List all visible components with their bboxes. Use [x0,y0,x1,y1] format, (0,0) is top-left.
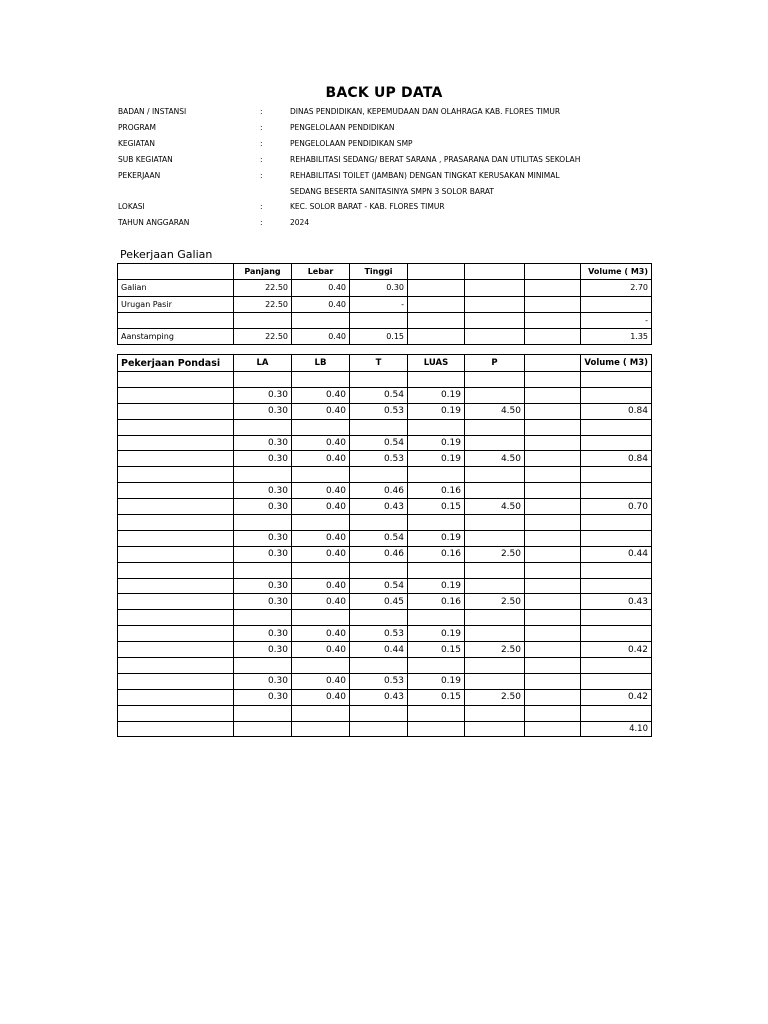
value-cell [525,312,581,328]
table-row [118,673,652,689]
value-cell [118,546,234,562]
value-cell: 0.15 [408,689,465,705]
value-cell [408,562,465,578]
info-sep: : [260,202,263,212]
value-cell [350,610,408,626]
value-cell: 4.50 [465,451,525,467]
value-cell [118,578,234,594]
header-cell: T [350,355,408,372]
table-row [118,562,652,578]
value-cell: 0.19 [408,403,465,419]
value-cell: 0.30 [234,387,292,403]
table-row [118,642,652,658]
value-cell: 0.30 [234,578,292,594]
value-cell: 0.40 [292,387,350,403]
value-cell [234,705,292,721]
info-sep: : [260,218,263,228]
value-cell [408,467,465,483]
value-cell: 4.50 [465,499,525,515]
table-row [118,387,652,403]
value-cell: 0.40 [292,689,350,705]
table-row [118,483,652,499]
value-cell: 0.30 [234,642,292,658]
value-cell [525,689,581,705]
value-cell [118,372,234,388]
value-cell [118,530,234,546]
value-cell [525,530,581,546]
document-title: BACK UP DATA [325,85,443,101]
info-label: PEKERJAAN [118,170,161,180]
pondasi-table [117,354,652,737]
value-cell: 0.40 [292,626,350,642]
value-cell [292,419,350,435]
value-cell: 0.40 [292,530,350,546]
value-cell: 0.19 [408,578,465,594]
value-cell: 0.19 [408,435,465,451]
info-sep: : [260,154,263,164]
header-cell: Volume ( M3) [581,264,652,280]
table-row [118,578,652,594]
value-cell [525,435,581,451]
header-cell: LB [292,355,350,372]
info-label: SUB KEGIATAN [118,154,173,164]
value-cell: 0.30 [234,594,292,610]
info-row [118,168,638,184]
value-cell: 0.43 [350,689,408,705]
value-cell [581,419,652,435]
value-cell [408,705,465,721]
value-cell: 0.30 [234,435,292,451]
value-cell [118,658,234,674]
value-cell [118,642,234,658]
value-cell: 0.30 [350,280,408,296]
value-cell: 2.70 [581,280,652,296]
value-cell [465,515,525,531]
value-cell [581,515,652,531]
value-cell: 0.16 [408,546,465,562]
row-label-cell: Galian [118,280,234,296]
header-cell: LUAS [408,355,465,372]
value-cell [234,467,292,483]
value-cell [408,515,465,531]
value-cell: 0.40 [292,578,350,594]
value-cell [525,658,581,674]
value-cell [465,372,525,388]
table-row [118,515,652,531]
value-cell: 22.50 [234,296,292,312]
value-cell [581,296,652,312]
value-cell: 0.40 [292,594,350,610]
value-cell [118,403,234,419]
value-cell: 0.40 [292,451,350,467]
value-cell [118,419,234,435]
value-cell [118,435,234,451]
table-row [118,594,652,610]
info-value: 2024 [290,218,310,228]
value-cell [525,451,581,467]
value-cell [581,562,652,578]
value-cell: 0.84 [581,403,652,419]
table-row [118,403,652,419]
table-row [118,546,652,562]
value-cell [525,562,581,578]
value-cell [581,705,652,721]
value-cell [465,280,525,296]
value-cell [465,419,525,435]
value-cell [408,296,465,312]
value-cell: 0.30 [234,451,292,467]
value-cell: 0.40 [292,499,350,515]
value-cell [408,419,465,435]
value-cell [292,705,350,721]
value-cell [525,578,581,594]
value-cell [350,372,408,388]
value-cell [581,610,652,626]
info-label: PROGRAM [118,122,156,132]
info-label: KEGIATAN [118,138,155,148]
info-row [118,199,638,215]
header-cell: Lebar [292,264,350,280]
value-cell [234,419,292,435]
value-cell: 0.53 [350,673,408,689]
value-cell [581,372,652,388]
value-cell [408,658,465,674]
value-cell: 0.15 [350,329,408,345]
value-cell [525,594,581,610]
value-cell [118,594,234,610]
value-cell [118,515,234,531]
info-sep: : [260,122,263,132]
row-label-cell: Urugan Pasir [118,296,234,312]
row-label-cell [118,312,234,328]
table-row [118,280,652,296]
value-cell [234,312,292,328]
value-cell [408,372,465,388]
value-cell [118,626,234,642]
value-cell [465,530,525,546]
info-sep: : [260,170,263,180]
value-cell [525,387,581,403]
value-cell: 2.50 [465,546,525,562]
value-cell: 0.70 [581,499,652,515]
table-header-row [118,355,652,372]
value-cell [118,705,234,721]
value-cell [234,515,292,531]
value-cell [408,312,465,328]
value-cell [581,483,652,499]
value-cell [118,467,234,483]
header-cell: Tinggi [350,264,408,280]
value-cell [292,372,350,388]
header-cell [118,264,234,280]
info-value: SEDANG BESERTA SANITASINYA SMPN 3 SOLOR BARAT [290,186,495,196]
value-cell [465,562,525,578]
info-value: REHABILITASI TOILET (JAMBAN) DENGAN TINGKAT KERUSAKAN MINIMAL [290,170,560,180]
value-cell [408,721,465,737]
value-cell [525,329,581,345]
value-cell: 0.19 [408,387,465,403]
table-row [118,530,652,546]
value-cell [525,626,581,642]
value-cell [465,721,525,737]
value-cell [465,626,525,642]
value-cell [350,467,408,483]
table-row [118,296,652,312]
value-cell [525,705,581,721]
value-cell: 0.15 [408,642,465,658]
header-cell: P [465,355,525,372]
value-cell [525,296,581,312]
value-cell [525,372,581,388]
value-cell: 0.30 [234,689,292,705]
value-cell: 4.50 [465,403,525,419]
info-value: REHABILITASI SEDANG/ BERAT SARANA , PRASARANA DAN UTILITAS SEKOLAH [290,154,581,164]
value-cell: 0.45 [350,594,408,610]
galian-table [117,263,652,345]
value-cell: 0.40 [292,642,350,658]
info-value: KEC. SOLOR BARAT - KAB. FLORES TIMUR [290,202,445,212]
header-cell [408,264,465,280]
value-cell [465,578,525,594]
value-cell: 0.43 [581,594,652,610]
value-cell [408,280,465,296]
value-cell: 0.40 [292,546,350,562]
value-cell: 0.19 [408,451,465,467]
value-cell [234,562,292,578]
value-cell [525,467,581,483]
row-label-cell: Aanstamping [118,329,234,345]
value-cell [525,546,581,562]
value-cell [465,483,525,499]
value-cell: 0.19 [408,530,465,546]
value-cell: 0.30 [234,626,292,642]
value-cell: 0.84 [581,451,652,467]
value-cell [118,673,234,689]
info-value: PENGELOLAAN PENDIDIKAN [290,122,395,132]
value-cell: 0.53 [350,451,408,467]
info-value: DINAS PENDIDIKAN, KEPEMUDAAN DAN OLAHRAGA KAB. FLORES TIMUR [290,107,561,116]
info-label: BADAN / INSTANSI [118,107,187,116]
value-cell: 0.42 [581,642,652,658]
value-cell [465,329,525,345]
value-cell: 0.53 [350,403,408,419]
info-row [118,184,638,200]
value-cell: - [581,312,652,328]
value-cell [581,673,652,689]
info-sep: : [260,107,263,116]
value-cell [581,658,652,674]
value-cell [465,296,525,312]
value-cell: 0.54 [350,435,408,451]
value-cell: 0.16 [408,483,465,499]
header-cell: Panjang [234,264,292,280]
table-row [118,658,652,674]
info-row [118,152,638,168]
value-cell [350,705,408,721]
info-label: LOKASI [118,202,145,212]
table-row [118,451,652,467]
value-cell [581,626,652,642]
value-cell [465,435,525,451]
value-cell [408,329,465,345]
value-cell: 0.46 [350,546,408,562]
value-cell [350,515,408,531]
value-cell: 0.40 [292,403,350,419]
value-cell [118,610,234,626]
value-cell [465,312,525,328]
value-cell [118,483,234,499]
value-cell [525,515,581,531]
value-cell: 0.16 [408,594,465,610]
project-info [118,104,638,231]
value-cell: 22.50 [234,329,292,345]
value-cell [118,387,234,403]
info-row [118,120,638,136]
value-cell [350,419,408,435]
value-cell [581,530,652,546]
table-row [118,689,652,705]
total-row [118,721,652,737]
value-cell [525,721,581,737]
value-cell: 0.44 [581,546,652,562]
value-cell: - [350,296,408,312]
table-row [118,626,652,642]
value-cell: 22.50 [234,280,292,296]
value-cell [234,372,292,388]
value-cell [350,562,408,578]
table-row [118,372,652,388]
value-cell [118,721,234,737]
value-cell: 0.30 [234,403,292,419]
value-cell: 2.50 [465,689,525,705]
value-cell [350,658,408,674]
header-cell [465,264,525,280]
table-row [118,705,652,721]
value-cell [350,312,408,328]
value-cell [292,515,350,531]
value-cell: 0.19 [408,626,465,642]
value-cell: 0.40 [292,483,350,499]
value-cell: 0.42 [581,689,652,705]
value-cell [465,705,525,721]
value-cell: 0.30 [234,530,292,546]
value-cell [465,658,525,674]
header-cell: Volume ( M3) [581,355,652,372]
value-cell [292,467,350,483]
value-cell: 0.30 [234,546,292,562]
value-cell: 0.30 [234,499,292,515]
value-cell [292,610,350,626]
table-row [118,419,652,435]
info-row [118,104,638,120]
header-cell: Pekerjaan Pondasi [118,355,234,372]
info-label: TAHUN ANGGARAN [118,218,190,228]
value-cell [581,578,652,594]
value-cell [525,499,581,515]
value-cell: 2.50 [465,594,525,610]
value-cell: 0.54 [350,578,408,594]
value-cell: 0.30 [234,673,292,689]
value-cell [581,467,652,483]
info-sep [260,184,290,200]
value-cell [465,673,525,689]
value-cell [118,499,234,515]
value-cell [292,562,350,578]
section-title-galian: Pekerjaan Galian [120,248,213,261]
value-cell: 1.35 [581,329,652,345]
header-cell [525,355,581,372]
value-cell: 4.10 [581,721,652,737]
value-cell [234,658,292,674]
value-cell: 0.44 [350,642,408,658]
header-cell [525,264,581,280]
info-row [118,215,638,231]
value-cell: 0.54 [350,387,408,403]
value-cell [465,610,525,626]
value-cell: 0.15 [408,499,465,515]
value-cell: 0.54 [350,530,408,546]
table-row [118,610,652,626]
value-cell [408,610,465,626]
value-cell [234,610,292,626]
value-cell [525,483,581,499]
value-cell [525,419,581,435]
value-cell: 2.50 [465,642,525,658]
table-row [118,329,652,345]
value-cell [350,721,408,737]
table-row [118,435,652,451]
value-cell: 0.46 [350,483,408,499]
value-cell: 0.40 [292,435,350,451]
table-row [118,499,652,515]
value-cell [292,721,350,737]
value-cell [525,280,581,296]
value-cell [465,387,525,403]
info-label [118,184,260,200]
value-cell [118,689,234,705]
header-cell: LA [234,355,292,372]
table-row [118,467,652,483]
table-header-row [118,264,652,280]
value-cell [292,658,350,674]
info-value: PENGELOLAAN PENDIDIKAN SMP [290,138,413,148]
value-cell [525,403,581,419]
value-cell [118,562,234,578]
value-cell: 0.19 [408,673,465,689]
value-cell: 0.30 [234,483,292,499]
value-cell [581,435,652,451]
value-cell [234,721,292,737]
info-row [118,136,638,152]
value-cell [581,387,652,403]
value-cell: 0.40 [292,280,350,296]
value-cell [465,467,525,483]
info-sep: : [260,138,263,148]
value-cell [525,642,581,658]
value-cell [118,451,234,467]
value-cell: 0.53 [350,626,408,642]
value-cell: 0.40 [292,329,350,345]
value-cell [525,673,581,689]
table-row [118,312,652,328]
value-cell: 0.43 [350,499,408,515]
value-cell [292,312,350,328]
value-cell: 0.40 [292,296,350,312]
value-cell: 0.40 [292,673,350,689]
value-cell [525,610,581,626]
